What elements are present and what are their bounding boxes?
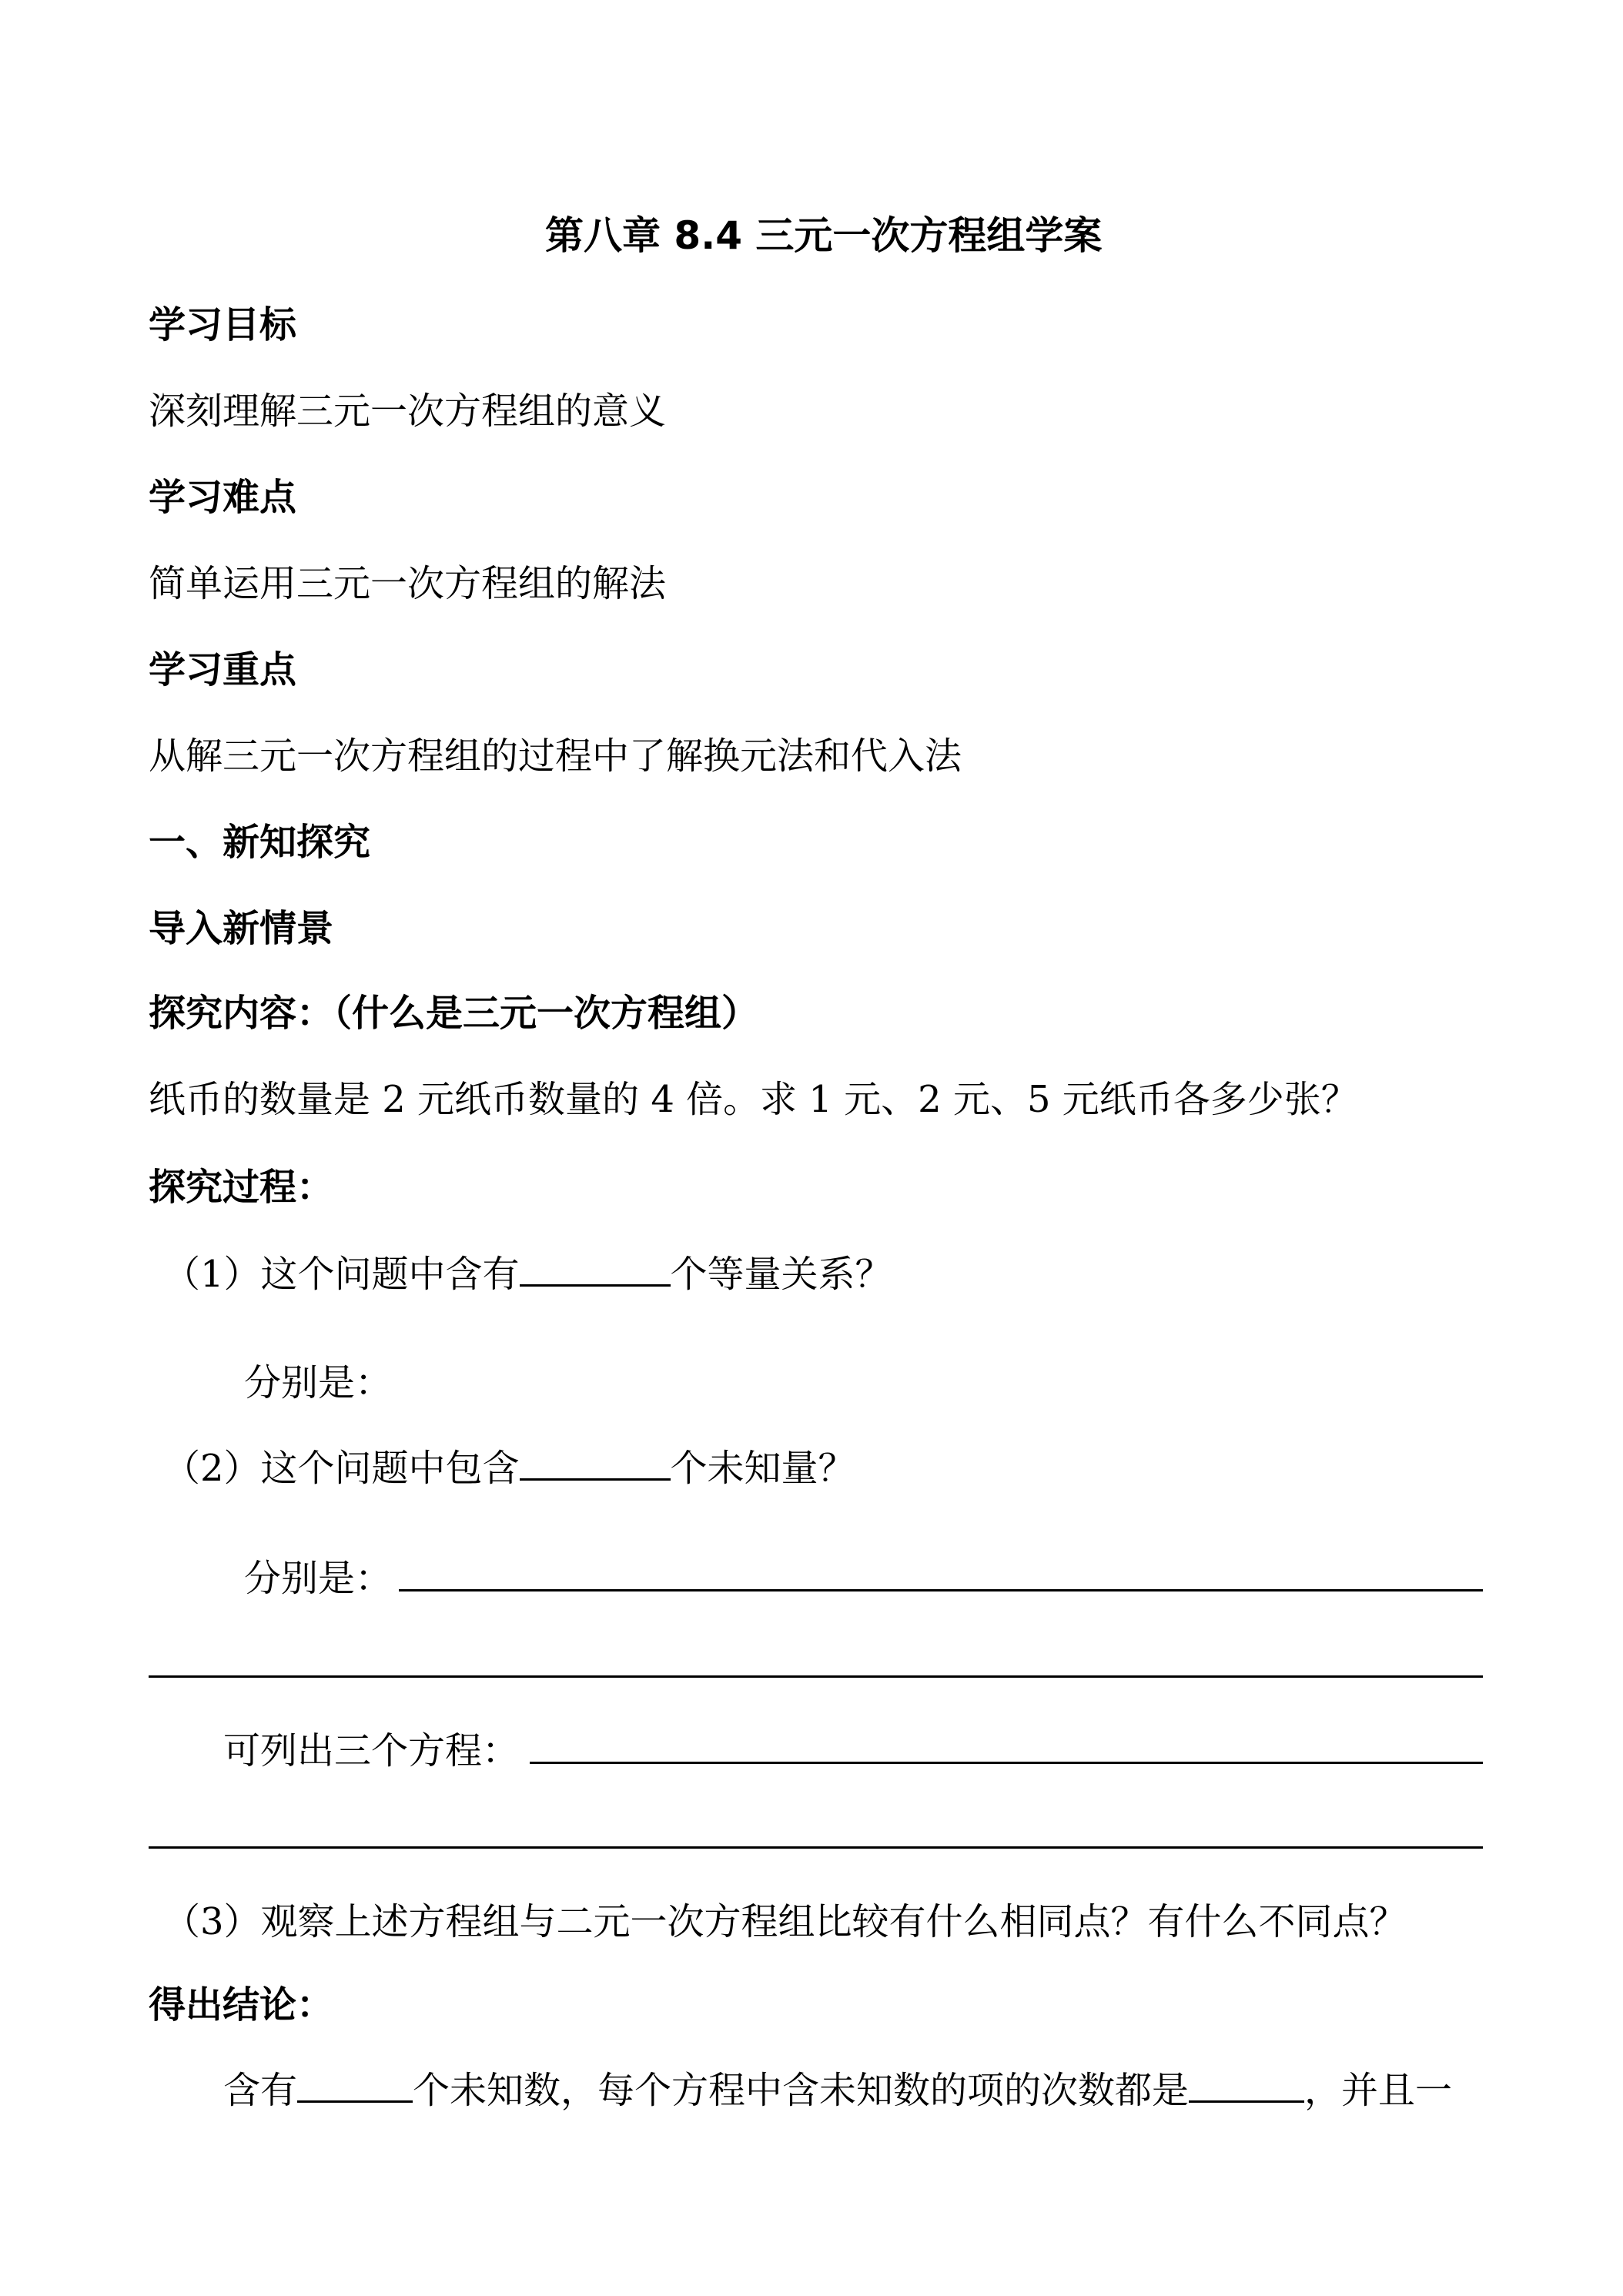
conclusion-part-2: 个未知数，每个方程中含未知数的项的次数都是 [413, 2069, 1190, 2112]
key-text: 从解三元一次方程组的过程中了解换元法和代入法 [149, 735, 962, 778]
conclusion-blank-2[interactable] [1189, 2067, 1304, 2103]
key-heading: 学习重点 [149, 648, 297, 691]
question-1-prefix: （1）这个问题中含有 [163, 1253, 520, 1296]
conclusion-text [223, 2067, 1452, 2114]
question-1-answer-label: 分别是： [244, 1361, 393, 1404]
question-1-blank[interactable] [520, 1250, 671, 1287]
question-2-suffix: 个未知量？ [670, 1447, 855, 1490]
process-heading: 探究过程： [149, 1166, 334, 1209]
question-2 [163, 1444, 855, 1491]
conclusion-part-1: 含有 [223, 2069, 298, 2112]
intro-heading: 导入新情景 [149, 907, 334, 950]
page-title: 第八章 8.4 三元一次方程组学案 [545, 213, 1103, 258]
explore-heading: 探究内容：（什么是三元一次方程组） [149, 992, 759, 1035]
difficulty-text: 简单运用三元一次方程组的解法 [149, 562, 667, 605]
part1-heading: 一、新知探究 [149, 821, 371, 864]
objective-heading: 学习目标 [149, 303, 297, 346]
conclusion-part-3: ，并且一 [1304, 2069, 1453, 2112]
equations-label: 可列出三个方程： [223, 1729, 520, 1772]
question-2-prefix: （2）这个问题中包含 [163, 1447, 520, 1490]
question-2-answer-line[interactable] [399, 1589, 1483, 1591]
question-1 [163, 1250, 892, 1297]
question-2-answer-line-2[interactable] [149, 1675, 1483, 1678]
objective-text: 深刻理解三元一次方程组的意义 [149, 390, 667, 433]
conclusion-heading: 得出结论： [149, 1983, 334, 2027]
equations-answer-line-2[interactable] [149, 1846, 1483, 1849]
problem-text: 纸币的数量是 2 元纸币数量的 4 倍。求 1 元、2 元、5 元纸币各多少张？ [149, 1078, 1358, 1121]
difficulty-heading: 学习难点 [149, 476, 297, 519]
question-2-blank[interactable] [520, 1444, 671, 1481]
question-1-suffix: 个等量关系？ [670, 1253, 892, 1296]
equations-answer-line[interactable] [530, 1762, 1483, 1764]
question-3: （3）观察上述方程组与二元一次方程组比较有什么相同点？有什么不同点？ [163, 1900, 1407, 1943]
conclusion-blank-1[interactable] [297, 2067, 413, 2103]
question-2-answer-label: 分别是： [244, 1557, 393, 1600]
